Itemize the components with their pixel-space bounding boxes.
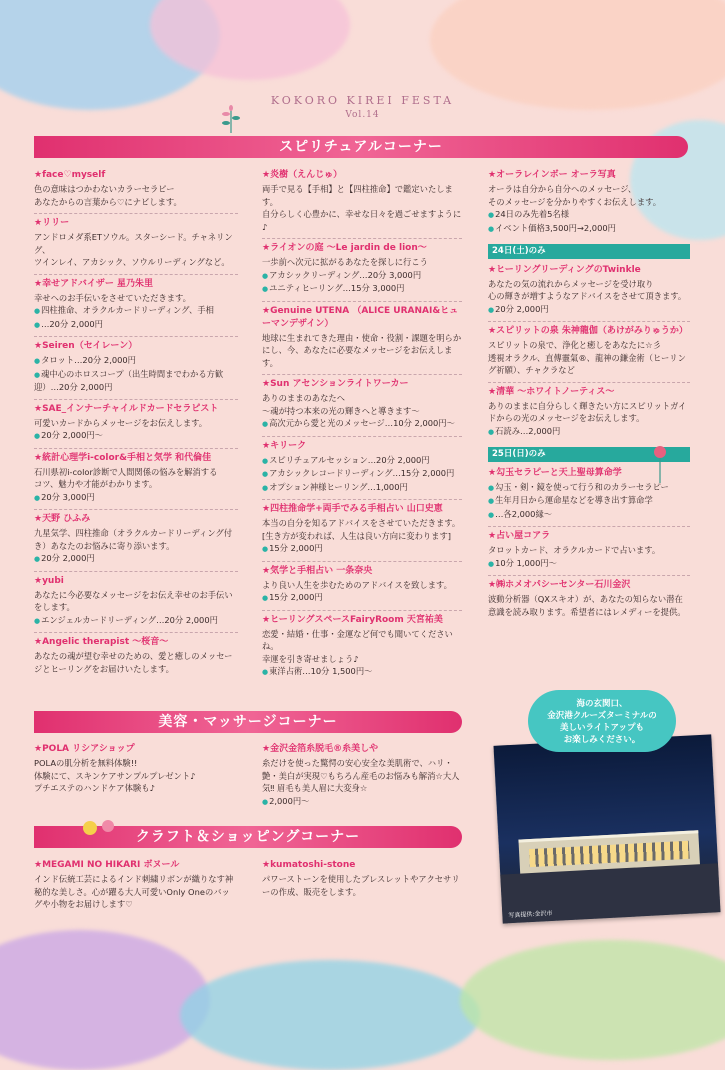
vendor-entry: [34, 449, 238, 511]
vendor-entry: [34, 166, 238, 214]
vendor-title: ★気学と手相占い 一条奈央: [262, 565, 373, 576]
vendor-title: ★占い屋コアラ: [488, 531, 551, 541]
vendor-description: 幸せへのお手伝いをさせていただきます。: [34, 292, 191, 303]
vendor-description: プチエステのハンドケア体験も♪: [34, 783, 155, 793]
vendor-entry: [262, 611, 462, 684]
vendor-entry: [262, 562, 462, 611]
vendor-price-item: ● 勾玉・剣・鏡を使って行う和のカラーセラピー: [488, 481, 690, 495]
spiritual-column-1: [34, 166, 238, 680]
vendor-description: 色の意味はつかわないカラーセラピー: [34, 184, 175, 194]
vendor-description: ありのままのあなたへ: [262, 393, 345, 403]
vendor-price-item: ● アカシックレコードリーディング…15分 2,000円: [262, 467, 462, 481]
vendor-entry: [488, 322, 690, 383]
volume-label: Vol.14: [345, 110, 380, 120]
vendor-title: ★キリーク: [262, 440, 307, 451]
spiritual-column-2: [262, 166, 462, 684]
vendor-entry: [34, 337, 238, 400]
vendor-price-item: ● イベント価格3,500円→2,000円: [488, 222, 690, 236]
vendor-title: ★yubi: [34, 575, 64, 586]
vendor-description: 一歩前へ次元に拡がるあなたを探しに行こう: [262, 257, 428, 267]
vendor-title: ★ヒーリングリーディングのTwinkle: [488, 264, 641, 275]
vendor-title: ★ヒーリングスペースFairyRoom 天宮祐美: [262, 614, 443, 625]
vendor-price-item: ● 東洋占術…10分 1,500円〜: [262, 665, 462, 679]
vendor-title: ★Angelic therapist 〜桜音〜: [34, 637, 169, 647]
vendor-entry: [34, 275, 238, 338]
vendor-description: 透視オラクル、直傳靈氣®、龍神の鎌金術（ヒーリング祈願）、チャクラなど: [488, 352, 686, 375]
vendor-title: ★金沢金箔糸脱毛®糸美しや: [262, 744, 379, 754]
vendor-description: 波動分析器（QXスキオ）が、あなたの知らない潜在意識を読み取ります。希望者にはレメディーを提供。: [488, 594, 686, 617]
vendor-title: ★幸せアドバイザー 星乃朱里: [34, 278, 154, 289]
vendor-entry: [262, 375, 462, 437]
vendor-title: ★ライオンの庭 〜Le jardin de lion〜: [262, 243, 427, 253]
cruise-terminal-photo: [493, 734, 720, 923]
vendor-entry: [488, 576, 690, 623]
vendor-price-item: ● 20分 3,000円: [34, 491, 238, 505]
terminal-message-bubble: 海の玄関口、 金沢港クルーズターミナルの 美しいライトアップも お楽しみください。: [528, 690, 676, 752]
vendor-entry: [34, 510, 238, 572]
vendor-title: ★Seiren（セイレーン）: [34, 341, 138, 351]
vendor-description: あなたからの言葉から♡にナビします。: [34, 196, 182, 207]
vendor-price-item: ● 20分 2,000円: [488, 303, 690, 317]
vendor-price-item: ● 20分 2,000円: [34, 552, 238, 566]
watercolor-blob: [180, 960, 480, 1070]
vendor-description: 恋愛・結婚・仕事・金運など何でも聞いてくださいね。: [262, 628, 453, 651]
vendor-price-item: ● スピリチュアルセッション…20分 2,000円: [262, 454, 462, 468]
vendor-description: あなたの気の流れからメッセージを受け取り: [488, 278, 654, 289]
section-banner-spiritual: スピリチュアルコーナー: [34, 136, 688, 158]
vendor-description: 本当の自分を知るアドバイスをさせていただきます。: [262, 518, 461, 528]
vendor-price-item: ● 20分 2,000円〜: [34, 429, 238, 443]
vendor-price-item: ● 24日のみ先着5名様: [488, 208, 690, 222]
vendor-entry: [34, 740, 238, 800]
vendor-price-item: ● ユニティヒーリング…15分 3,000円: [262, 282, 462, 296]
vendor-price-item: ● エンジェルカードリーディング…20分 2,000円: [34, 614, 238, 628]
vendor-description: 九星気学、四柱推命（オラクルカードリーディング付き）あなたのお悩みに寄り添います。: [34, 528, 233, 551]
vendor-entry: [262, 437, 462, 501]
vendor-description: 両手で見る【手相】と【四柱推命】で鑑定いたします。: [262, 184, 453, 207]
vendor-title: ★スピリットの泉 朱神龍伽（あけがみりゅうか）: [488, 326, 688, 336]
vendor-description: 石川県初i-color診断で人間関係の悩みを解消する: [34, 466, 218, 477]
vendor-entry: [34, 633, 238, 680]
vendor-title: ★統計心理学i-color&手相と気学 和代倫佳: [34, 452, 212, 463]
vendor-title: ★勾玉セラピーと天上聖母算命学: [488, 467, 622, 478]
vendor-description: アンドロメダ系ETソウル。スターシード。チャネリング、: [34, 232, 233, 255]
festival-title: KOKORO KIREI FESTA: [270, 94, 455, 107]
vendor-title: ★四柱推命学+両手でみる手相占い 山口史恵: [262, 504, 443, 514]
vendor-entry: [34, 856, 238, 916]
vendor-price-item: ● タロット…20分 2,000円: [34, 354, 238, 368]
leaf-sprig-icon: [218, 104, 244, 134]
vendor-price-item: ● 15分 2,000円: [262, 591, 462, 605]
vendor-description: オーラは自分から自分へのメッセージ、: [488, 184, 637, 194]
vendor-description: そのメッセージを分かりやすくお伝えします。: [488, 196, 662, 207]
vendor-price-item: ● 10分 1,000円〜: [488, 557, 690, 571]
vendor-description: 可愛いカードからメッセージをお伝えします。: [34, 417, 208, 428]
vendor-entry: [488, 527, 690, 576]
vendor-price-item: ● 魂中心のホロスコープ（出生時間までわかる方歓迎）…20分 2,000円: [34, 368, 238, 394]
spiritual-column-3: [488, 166, 690, 623]
vendor-entry: [34, 214, 238, 275]
pink-flower-icon: [648, 444, 672, 484]
vendor-description: インド伝統工芸によるインド刺繍リボンが織りなす神秘的な美しさ。心が躍る大人可愛いOnly Oneのバッグや小物をお届けします♡: [34, 874, 234, 909]
vendor-title: ★オーラレインボー オーラ写真: [488, 170, 616, 180]
vendor-price-item: ● …20分 2,000円: [34, 318, 238, 332]
vendor-description: 地球に生まれてきた理由・使命・役割・課題を明らかにし、今、あなたに必要なメッセージをお伝えします。: [262, 332, 462, 368]
vendor-description: 自分らしく心豊かに、幸せな日々を過ごせますように♪: [262, 209, 462, 232]
vendor-title: ★Sun アセンションライトワーカー: [262, 379, 409, 389]
vendor-description: パワーストーンを使用したブレスレットやアクセサリーの作成、販売をします。: [262, 874, 460, 897]
vendor-entry: [34, 572, 238, 634]
section-banner-beauty: 美容・マッサージコーナー: [34, 711, 462, 733]
vendor-description: 〜魂が持つ本来の光の輝きへと導きます〜: [262, 405, 420, 416]
vendor-entry: [262, 856, 462, 903]
vendor-price-item: ● 生年月日から運命星などを導き出す算命学: [488, 494, 690, 508]
vendor-entry: [262, 166, 462, 239]
vendor-description: 糸だけを使った驚愕の安心安全な美肌術で、ハリ・艶・美白が実現♡もちろん産毛のお悩みも解消☆大人気‼ 眉毛も美人眉に大変身☆: [262, 758, 460, 793]
watercolor-blob: [0, 930, 210, 1070]
vendor-title: ★Genuine UTENA （ALICE URANAI&ヒューマンデザイン）: [262, 305, 459, 329]
vendor-entry: [262, 500, 462, 562]
vendor-price-item: ● 2,000円〜: [262, 795, 462, 809]
vendor-entry: [488, 261, 690, 323]
vendor-title: ★MEGAMI NO HIKARI ボヌール: [34, 860, 180, 870]
vendor-description: スピリットの泉で、浄化と癒しをあなたに☆彡: [488, 340, 661, 350]
vendor-price-item: ● …各2,000縁〜: [488, 508, 690, 522]
beauty-column-1: [34, 740, 238, 800]
vendor-description: タロットカード、オラクルカードで占います。: [488, 545, 661, 555]
vendor-description: 心の輝きが増すようなアドバイスをさせて頂きます。: [488, 291, 687, 301]
vendor-description: 体験にて、スキンケアサンプルプレゼント♪: [34, 770, 196, 781]
day-label-24: 24日(土)のみ: [488, 244, 690, 259]
vendor-description: あなたの魂が望む幸せのための、愛と癒しのメッセージとヒーリングをお届けいたします。: [34, 651, 233, 674]
vendor-title: ★㈱ホメオパシーセンター石川金沢: [488, 580, 631, 590]
vendor-price-item: ● オプション神様ヒーリング…1,000円: [262, 481, 462, 495]
vendor-price-item: ● 四柱推命、オラクルカードリーディング、手相: [34, 304, 238, 318]
vendor-title: ★炎樹（えんじゅ）: [262, 170, 343, 180]
vendor-entry: [262, 302, 462, 376]
vendor-entry: [262, 239, 462, 302]
photo-caption: 写真提供:金沢市: [508, 909, 553, 920]
vendor-description: あなたに今必要なメッセージをお伝え幸せのお手伝いをします。: [34, 589, 233, 612]
vendor-description: POLAの肌分析を無料体験!!: [34, 758, 138, 768]
vendor-title: ★リリー: [34, 218, 70, 228]
vendor-title: ★SAE_インナーチャイルドカードセラピスト: [34, 403, 219, 414]
vendor-price-item: ● 15分 2,000円: [262, 542, 462, 556]
vendor-entry: [488, 166, 690, 240]
vendor-description: コツ、魅力や才能がわかります。: [34, 479, 158, 489]
vendor-title: ★POLA リシアショップ: [34, 744, 135, 754]
vendor-entry: [488, 383, 690, 444]
vendor-description: [生き方が変われば、人生は良い方向に変わります]: [262, 530, 452, 541]
watercolor-blob: [460, 940, 725, 1060]
craft-column-2: [262, 856, 462, 903]
vendor-title: ★kumatoshi-stone: [262, 860, 356, 870]
day-label-25: 25日(日)のみ: [488, 447, 690, 462]
section-banner-craft: クラフト＆ショッピングコーナー: [34, 826, 462, 848]
vendor-price-item: ● 高次元から愛と光のメッセージ…10分 2,000円〜: [262, 417, 462, 431]
vendor-title: ★天野 ひふみ: [34, 514, 91, 524]
vendor-description: ツインレイ、アカシック、ソウルリーディングなど。: [34, 257, 230, 267]
vendor-price-item: ● アカシックリーディング…20分 3,000円: [262, 269, 462, 283]
beauty-column-2: [262, 740, 462, 813]
craft-column-1: [34, 856, 238, 916]
vendor-description: ありのままに自分らしく輝きたい方にスピリットガイドからの光のメッセージをお伝えします。: [488, 400, 687, 423]
vendor-title: ★清華 〜ホワイトノーティス〜: [488, 386, 615, 397]
vendor-entry: [262, 740, 462, 813]
flower-icon: [80, 818, 120, 838]
vendor-price-item: ● 石読み…2,000円: [488, 425, 690, 439]
vendor-description: より良い人生を歩むためのアドバイスを致します。: [262, 579, 452, 590]
vendor-entry: [34, 400, 238, 449]
vendor-description: 幸運を引き寄せましょう♪: [262, 653, 359, 664]
vendor-title: ★face♡myself: [34, 170, 106, 180]
